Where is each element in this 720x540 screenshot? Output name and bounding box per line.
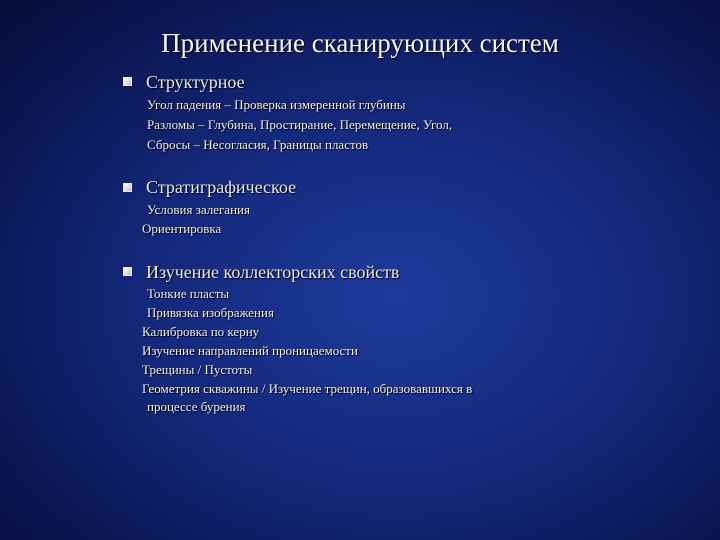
section-heading-structural: Структурное (146, 72, 245, 92)
section-line: Трещины / Пустоты (142, 362, 253, 377)
square-bullet-icon (123, 267, 132, 276)
section-line: Изучение направлений проницаемости (142, 343, 358, 358)
section-heading-stratigraphic: Стратиграфическое (146, 177, 297, 197)
section-heading-reservoir: Изучение коллекторских свойств (146, 262, 400, 282)
section-line: Условия залегания (147, 202, 250, 217)
square-bullet-icon (123, 77, 132, 86)
section-line: Привязка изображения (147, 305, 274, 320)
section-line: Тонкие пласты (147, 286, 230, 301)
section-line: Геометрия скважины / Изучение трещин, образовавшихся в (142, 381, 473, 396)
slide-title: Применение сканирующих систем (161, 28, 559, 58)
section-line: Сбросы – Несогласия, Границы пластов (147, 137, 369, 152)
square-bullet-icon (123, 183, 132, 192)
section-line: Калибровка по керну (142, 324, 260, 339)
section-line: процессе бурения (147, 399, 246, 414)
section-line: Ориентировка (142, 221, 222, 236)
section-line: Разломы – Глубина, Простирание, Перемещение, Угол, (147, 117, 453, 132)
section-line: Угол падения – Проверка измеренной глубины (147, 97, 406, 112)
